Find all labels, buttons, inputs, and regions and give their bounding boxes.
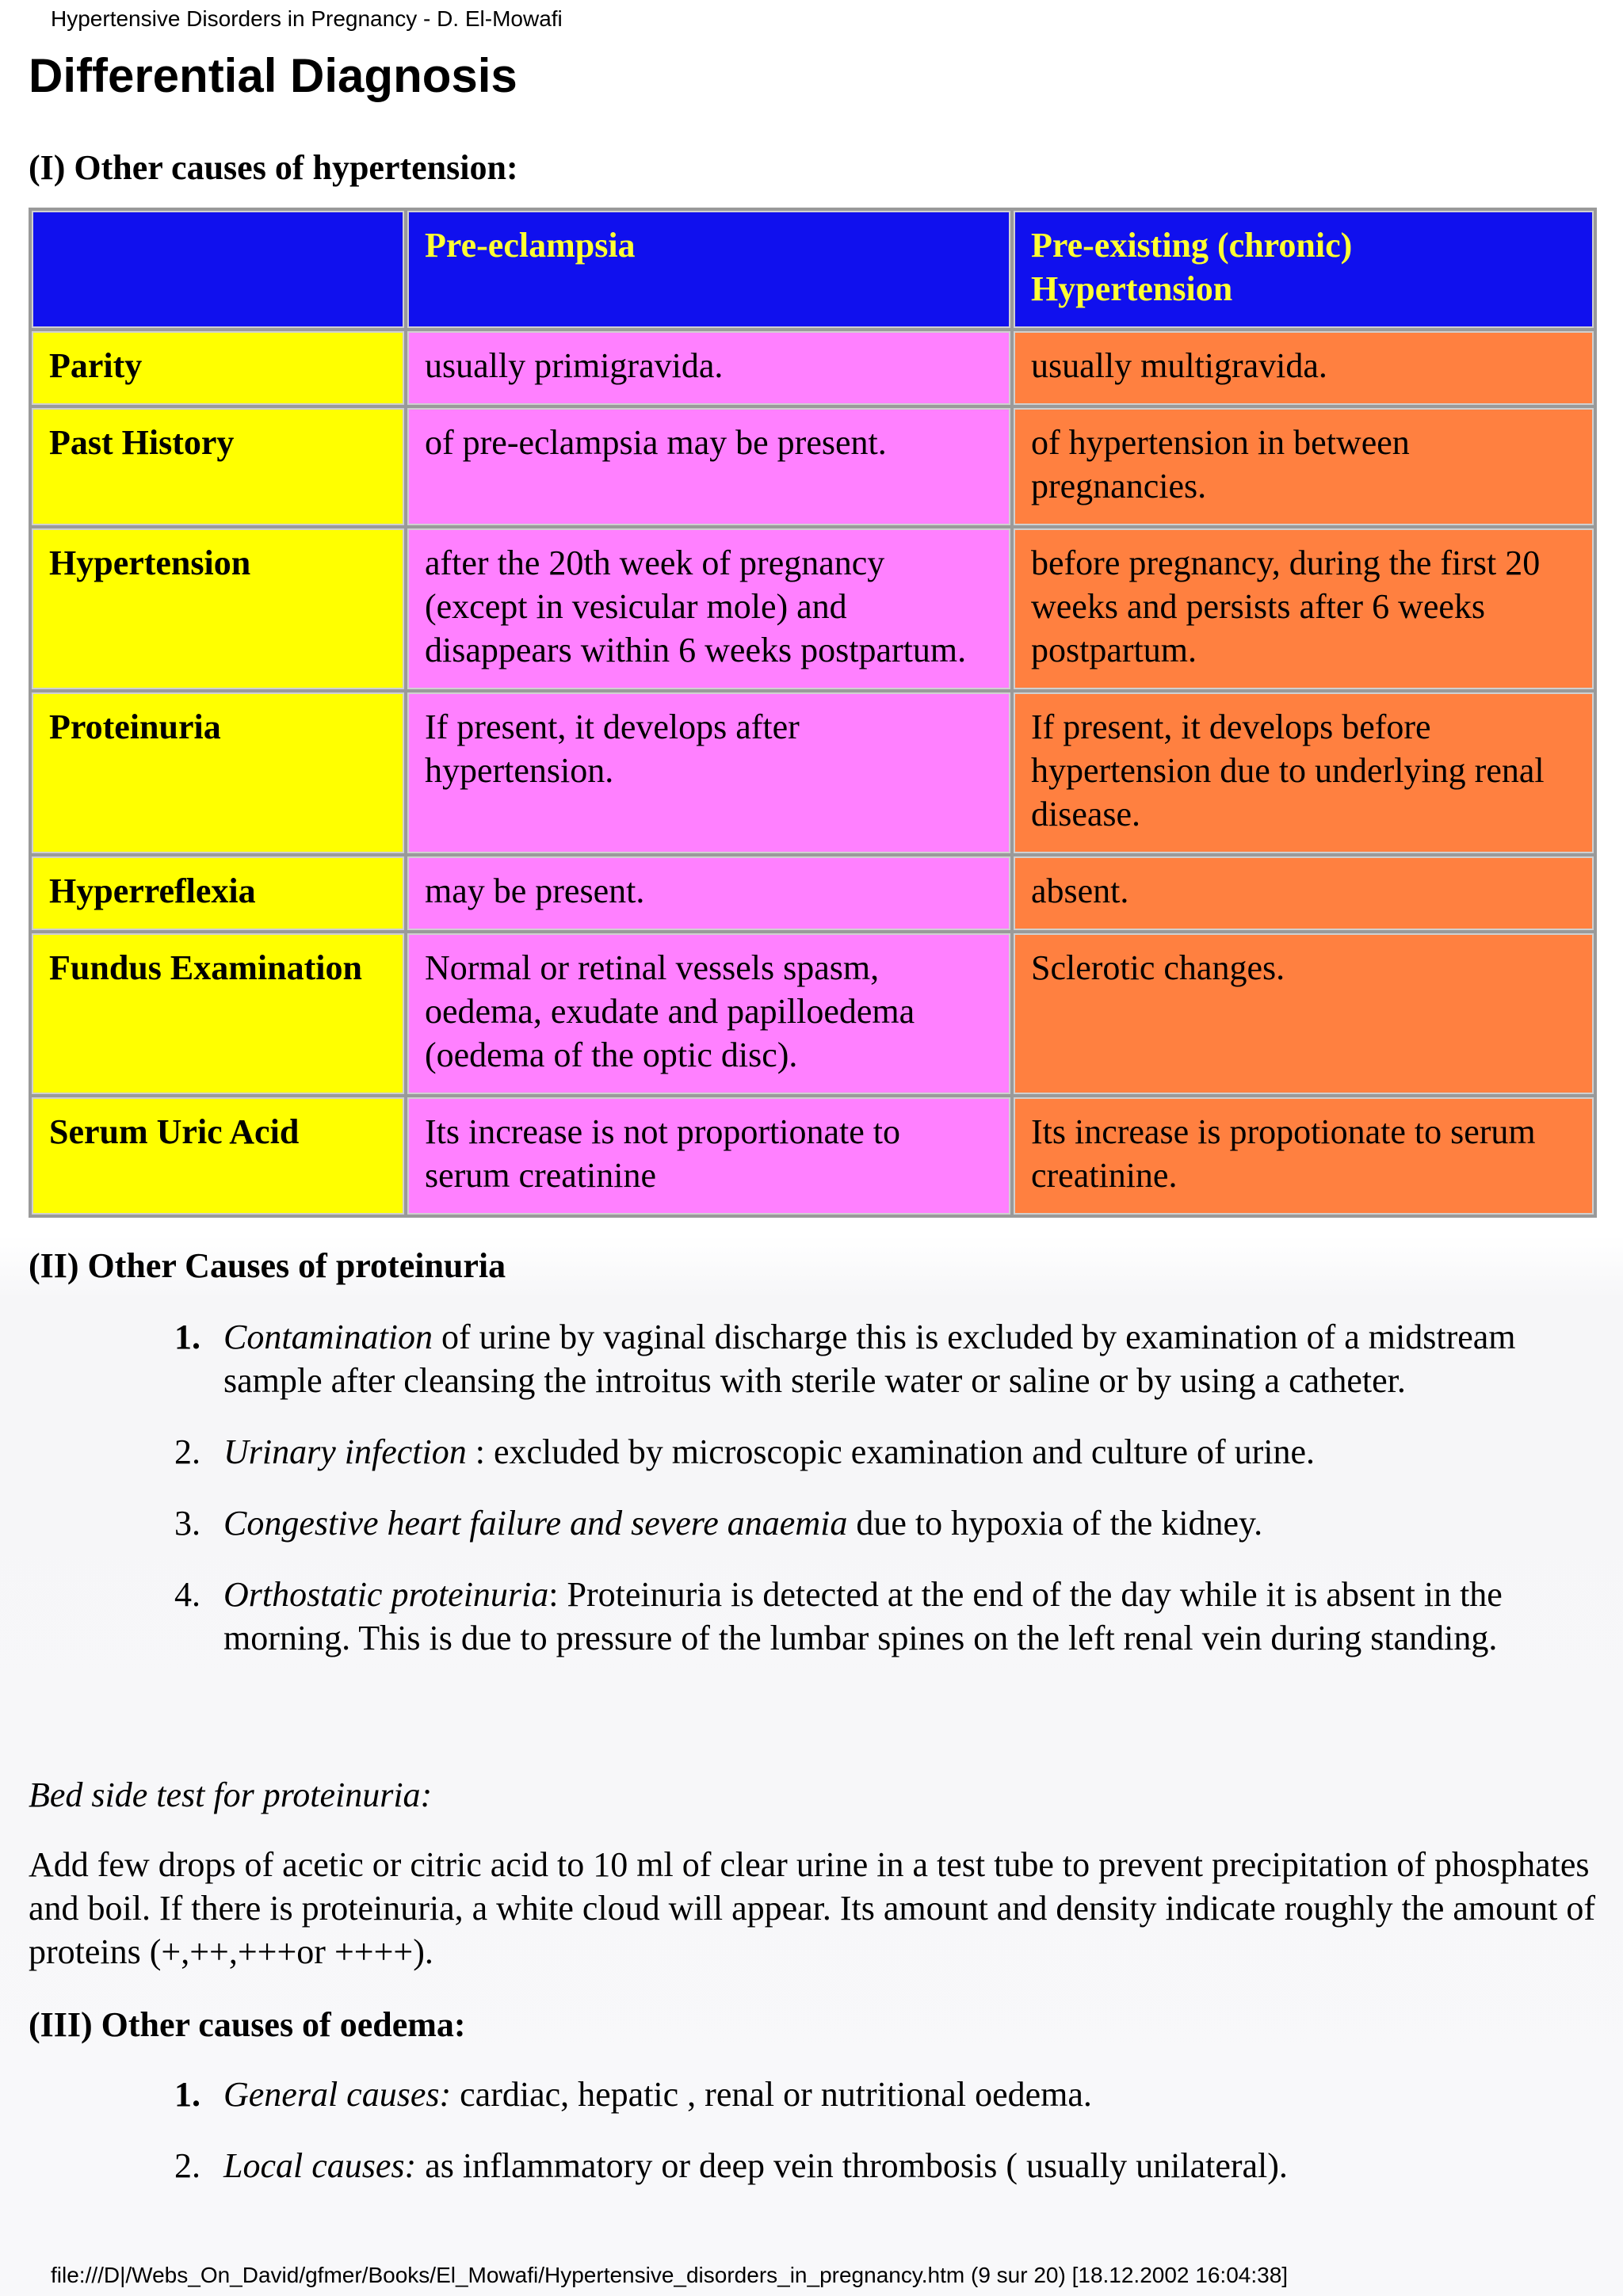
list-item-term: Contamination bbox=[223, 1318, 433, 1356]
bedside-test-text: Add few drops of acetic or citric acid to 10 ml of clear urine in a test tube to prevent precipitation of phosphates and boil. If there is proteinuria, a white cloud will appear. Its amount and density indicate roughly the amount of proteins (+,++,+++or ++++). bbox=[29, 1845, 1596, 1971]
page-header: Hypertensive Disorders in Pregnancy - D. El-Mowafi bbox=[51, 6, 563, 31]
list-item-term: Orthostatic proteinuria bbox=[223, 1575, 549, 1614]
table-row bbox=[32, 856, 1594, 930]
list-number: 1. bbox=[174, 2075, 200, 2114]
header-preeclampsia: Pre-eclampsia bbox=[407, 211, 1010, 328]
proteinuria-causes-list bbox=[174, 1315, 1593, 1688]
list-item bbox=[174, 2144, 1593, 2187]
section-heading-proteinuria: (II) Other Causes of proteinuria bbox=[29, 1246, 506, 1285]
list-item-text: cardiac, hepatic , renal or nutritional oedema. bbox=[451, 2075, 1092, 2114]
section-heading-hypertension: (I) Other causes of hypertension: bbox=[29, 148, 518, 187]
list-item-text: as inflammatory or deep vein thrombosis ( usually unilateral). bbox=[416, 2146, 1288, 2185]
row-label: Proteinuria bbox=[32, 692, 404, 853]
row-label: Past History bbox=[32, 408, 404, 525]
table-row bbox=[32, 1097, 1594, 1215]
header-empty-cell bbox=[32, 211, 404, 328]
list-item bbox=[174, 2073, 1593, 2116]
list-item-term: Congestive heart failure and severe anaemia bbox=[223, 1504, 848, 1543]
table-row bbox=[32, 408, 1594, 525]
preeclampsia-cell: usually primigravida. bbox=[407, 331, 1010, 405]
chronic-cell: Its increase is propotionate to serum creatinine. bbox=[1014, 1097, 1594, 1215]
preeclampsia-cell: of pre-eclampsia may be present. bbox=[407, 408, 1010, 525]
list-item-text: : Proteinuria is detected at the end of the day while it is absent in the morning. This is due to pressure of the lumbar spines on the left renal vein during standing. bbox=[223, 1575, 1503, 1657]
table-row bbox=[32, 692, 1594, 853]
row-label: Hypertension bbox=[32, 528, 404, 689]
header-chronic-hypertension bbox=[1014, 211, 1594, 328]
chronic-cell: usually multigravida. bbox=[1014, 331, 1594, 405]
list-item-term: Local causes: bbox=[223, 2146, 417, 2185]
table-row bbox=[32, 528, 1594, 689]
chronic-cell: absent. bbox=[1014, 856, 1594, 930]
list-item bbox=[174, 1573, 1593, 1660]
preeclampsia-cell: Normal or retinal vessels spasm, oedema, exudate and papilloedema (oedema of the optic disc). bbox=[407, 933, 1010, 1094]
list-item bbox=[174, 1430, 1593, 1474]
preeclampsia-cell: If present, it develops after hypertension. bbox=[407, 692, 1010, 853]
bedside-test-title: Bed side test for proteinuria: bbox=[29, 1775, 433, 1814]
row-label: Serum Uric Acid bbox=[32, 1097, 404, 1215]
chronic-cell: before pregnancy, during the first 20 weeks and persists after 6 weeks postpartum. bbox=[1014, 528, 1594, 689]
chronic-cell: If present, it develops before hypertension due to underlying renal disease. bbox=[1014, 692, 1594, 853]
list-number: 3. bbox=[174, 1504, 200, 1543]
list-item bbox=[174, 1501, 1593, 1545]
header-chronic-line2: Hypertension bbox=[1031, 269, 1233, 308]
row-label: Parity bbox=[32, 331, 404, 405]
preeclampsia-cell: may be present. bbox=[407, 856, 1010, 930]
list-number: 4. bbox=[174, 1575, 200, 1614]
page-title: Differential Diagnosis bbox=[29, 49, 517, 102]
table-header-row bbox=[32, 211, 1594, 328]
row-label: Hyperreflexia bbox=[32, 856, 404, 930]
preeclampsia-cell: Its increase is not proportionate to serum creatinine bbox=[407, 1097, 1010, 1215]
page-footer-url: file:///D|/Webs_On_David/gfmer/Books/El_Mowafi/Hypertensive_disorders_in_pregnancy.htm (9 sur 20) [18.12.2002 16:04:38] bbox=[51, 2263, 1289, 2287]
oedema-causes-list bbox=[174, 2073, 1593, 2215]
list-number: 1. bbox=[174, 1318, 200, 1356]
chronic-cell: of hypertension in between pregnancies. bbox=[1014, 408, 1594, 525]
row-label: Fundus Examination bbox=[32, 933, 404, 1094]
table-row bbox=[32, 331, 1594, 405]
list-item-text: due to hypoxia of the kidney. bbox=[847, 1504, 1263, 1543]
list-item-term: Urinary infection bbox=[223, 1432, 467, 1471]
differential-table bbox=[29, 208, 1597, 1218]
list-item-term: General causes: bbox=[223, 2075, 452, 2114]
preeclampsia-cell: after the 20th week of pregnancy (except in vesicular mole) and disappears within 6 weeks postpartum. bbox=[407, 528, 1010, 689]
list-item bbox=[174, 1315, 1593, 1402]
header-chronic-line1: Pre-existing (chronic) bbox=[1031, 226, 1353, 265]
list-item-text: : excluded by microscopic examination and culture of urine. bbox=[466, 1432, 1316, 1471]
table-row bbox=[32, 933, 1594, 1094]
section-heading-oedema: (III) Other causes of oedema: bbox=[29, 2005, 466, 2044]
list-number: 2. bbox=[174, 1432, 200, 1471]
chronic-cell: Sclerotic changes. bbox=[1014, 933, 1594, 1094]
list-item-text: of urine by vaginal discharge this is excluded by examination of a midstream sample after cleansing the introitus with sterile water or saline or by using a catheter. bbox=[223, 1318, 1516, 1400]
list-number: 2. bbox=[174, 2146, 200, 2185]
